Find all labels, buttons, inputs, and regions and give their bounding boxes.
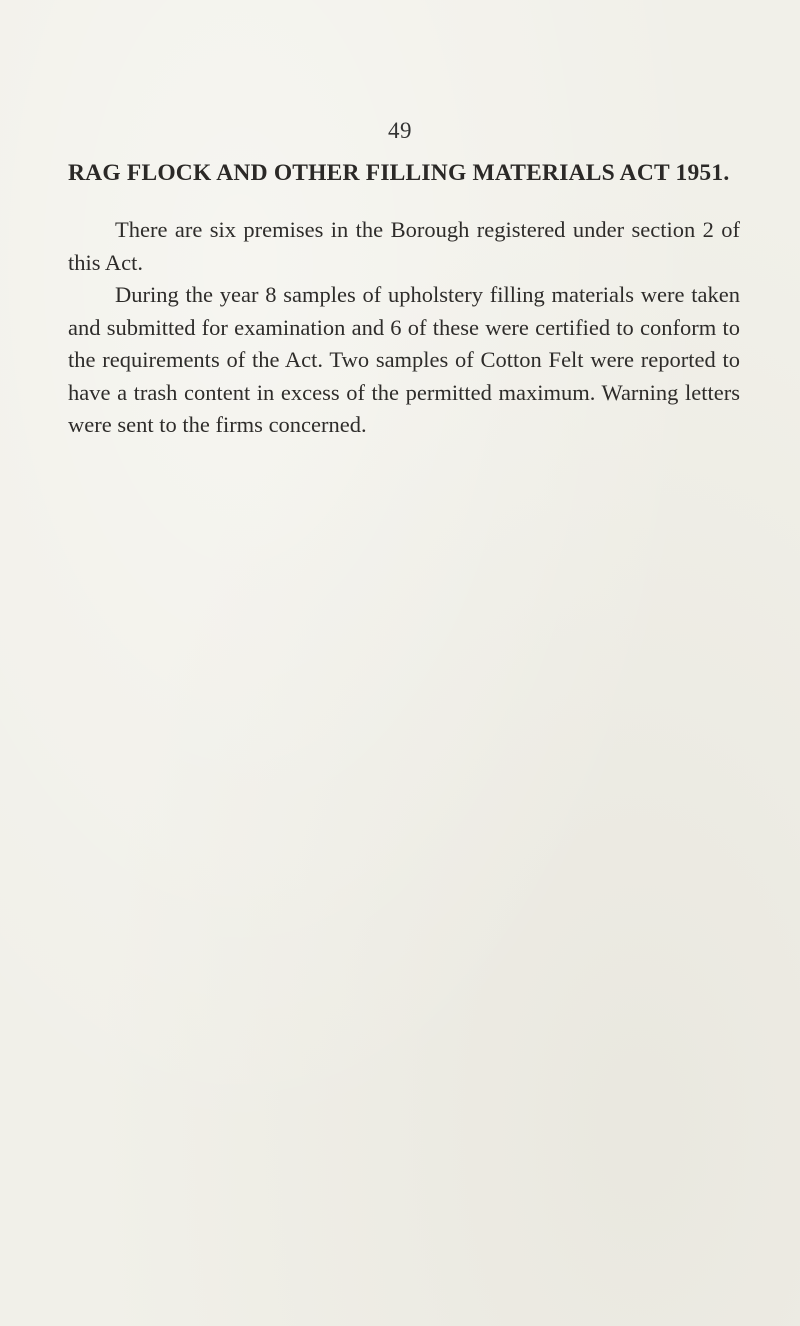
- paragraph-registered-premises: [68, 214, 740, 279]
- page-number: 49: [388, 118, 412, 143]
- paragraph-samples: [68, 279, 740, 442]
- paragraph-text: There are six premises in the Borough registered under section 2 of this Act.: [68, 217, 740, 275]
- paragraph-text: During the year 8 samples of upholstery filling materials were taken and submitted for examination and 6 of these were certified to conform to the requirements of the Act. Two samples of Cotton Felt were reported to have a trash content in excess of the permitted maximum. Warning letters were sent to the firms concerned.: [68, 282, 740, 438]
- section-heading: RAG FLOCK AND OTHER FILLING MATERIALS ACT 1951.: [68, 160, 730, 186]
